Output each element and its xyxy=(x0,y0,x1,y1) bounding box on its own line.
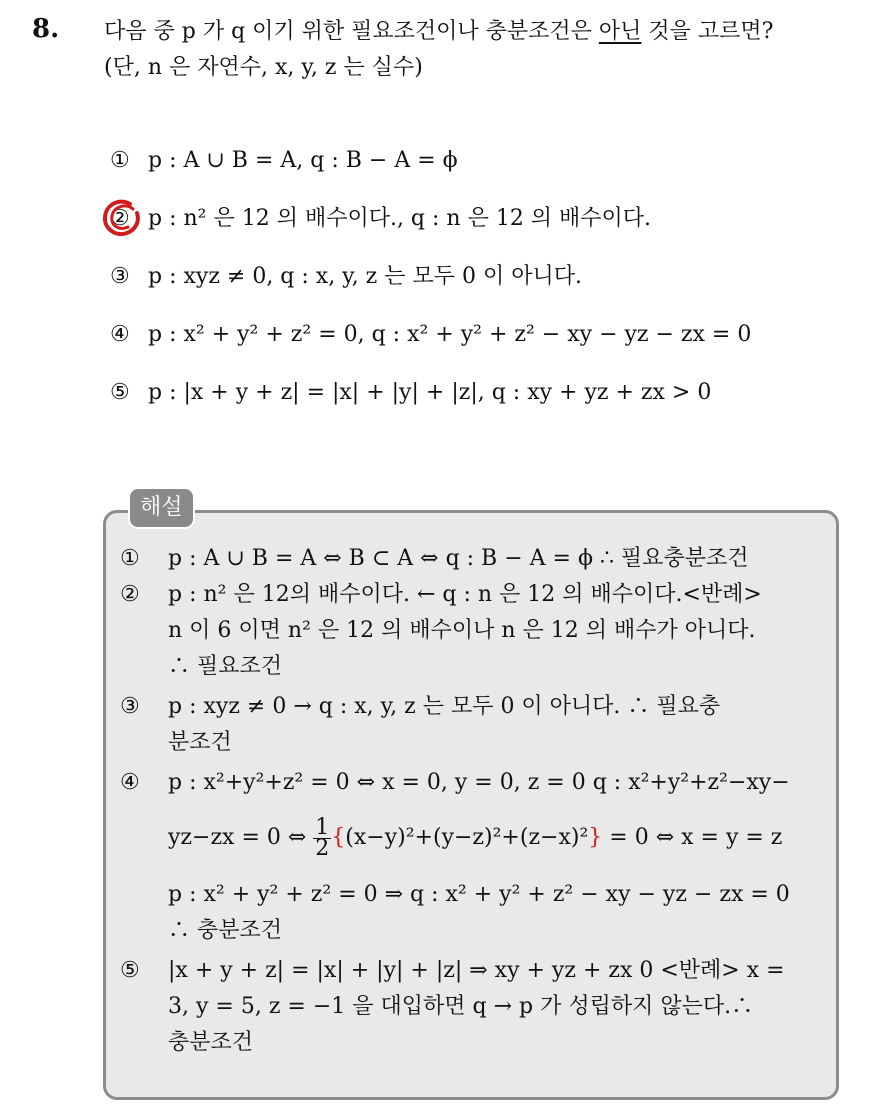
solution-number: ③ xyxy=(120,694,140,719)
choice-4[interactable] xyxy=(110,316,850,374)
choice-text: p : n² 은 12 의 배수이다., q : n 은 12 의 배수이다. xyxy=(148,206,652,231)
choice-list xyxy=(110,142,850,432)
solution-line: |x + y + z| = |x| + |y| + |z| ⇒ xy + yz + zx 0 <반례> x = xyxy=(168,958,785,983)
choice-1[interactable] xyxy=(110,142,850,200)
choice-text: p : xyz ≠ 0, q : x, y, z 는 모두 0 이 아니다. xyxy=(148,264,582,289)
solution-number: ① xyxy=(120,546,140,571)
solution-item-4 xyxy=(120,765,830,949)
solution-line: 충분조건 xyxy=(168,1030,254,1055)
choice-number: ② xyxy=(110,206,130,231)
choice-text: p : |x + y + z| = |x| + |y| + |z|, q : xy + yz + zx > 0 xyxy=(148,380,712,405)
solution-number: ④ xyxy=(120,770,140,795)
brace-close: } xyxy=(588,825,603,850)
solution-content xyxy=(120,541,830,1061)
solution-line: 3, y = 5, z = −1 을 대입하면 q → p 가 성립하지 않는다.∴ xyxy=(168,994,754,1019)
brace-open: { xyxy=(331,825,346,850)
fraction xyxy=(313,814,331,861)
question-condition: (단, n 은 자연수, x, y, z 는 실수) xyxy=(104,55,423,80)
solution-item-2-cont xyxy=(120,613,830,685)
solution-line: ∴ 필요조건 xyxy=(168,654,283,679)
choice-number: ⑤ xyxy=(110,380,130,405)
solution-item-3 xyxy=(120,689,830,761)
question-text xyxy=(104,14,864,86)
choice-5[interactable] xyxy=(110,374,850,432)
question-number: 8. xyxy=(32,14,60,44)
question-line1-pre: 다음 중 p 가 q 이기 위한 필요조건이나 충분조건은 xyxy=(104,19,599,44)
question-line1-post: 것을 고르면? xyxy=(641,19,774,44)
choice-text: p : A ∪ B = A, q : B − A = ϕ xyxy=(148,148,458,173)
solution-number: ② xyxy=(120,582,140,607)
solution-item-1 xyxy=(120,541,830,577)
solution-text: yz−zx = 0 ⇔ xyxy=(168,825,314,850)
solution-line: p : x² + y² + z² = 0 ⇒ q : x² + y² + z² − xy − yz − zx = 0 xyxy=(168,882,790,907)
choice-3[interactable] xyxy=(110,258,850,316)
solution-line: n 이 6 이면 n² 은 12 의 배수이나 n 은 12 의 배수가 아니다. xyxy=(168,618,756,643)
choice-2[interactable] xyxy=(110,200,850,258)
solution-text: (x−y)²+(y−z)²+(z−x)² xyxy=(345,825,589,850)
solution-item-2 xyxy=(120,577,830,613)
solution-line: ∴ 충분조건 xyxy=(168,918,283,943)
choice-number: ① xyxy=(110,148,130,173)
solution-line: p : A ∪ B = A ⇔ B ⊂ A ⇔ q : B − A = ϕ ∴ 필요충분조건 xyxy=(168,546,749,571)
solution-line-fraction xyxy=(168,805,830,871)
choice-number: ④ xyxy=(110,322,130,347)
solution-line: 분조건 xyxy=(168,730,232,755)
solution-number: ⑤ xyxy=(120,958,140,983)
fraction-denominator: 2 xyxy=(315,835,330,861)
solution-item-5 xyxy=(120,953,830,1061)
solution-line: p : n² 은 12의 배수이다. ← q : n 은 12 의 배수이다.<반례> xyxy=(168,582,762,607)
choice-number: ③ xyxy=(110,264,130,289)
solution-text: = 0 ⇔ x = y = z xyxy=(602,825,783,850)
solution-tag: 해설 xyxy=(128,487,195,529)
question-underlined-word: 아닌 xyxy=(598,19,642,44)
solution-line: p : x²+y²+z² = 0 ⇔ x = 0, y = 0, z = 0 q : x²+y²+z²−xy− xyxy=(168,770,790,795)
solution-line: p : xyz ≠ 0 → q : x, y, z 는 모두 0 이 아니다. ∴ 필요충 xyxy=(168,694,721,719)
choice-text: p : x² + y² + z² = 0, q : x² + y² + z² − xy − yz − zx = 0 xyxy=(148,322,752,347)
fraction-numerator: 1 xyxy=(315,814,330,840)
circle-mark-icon xyxy=(100,196,146,240)
